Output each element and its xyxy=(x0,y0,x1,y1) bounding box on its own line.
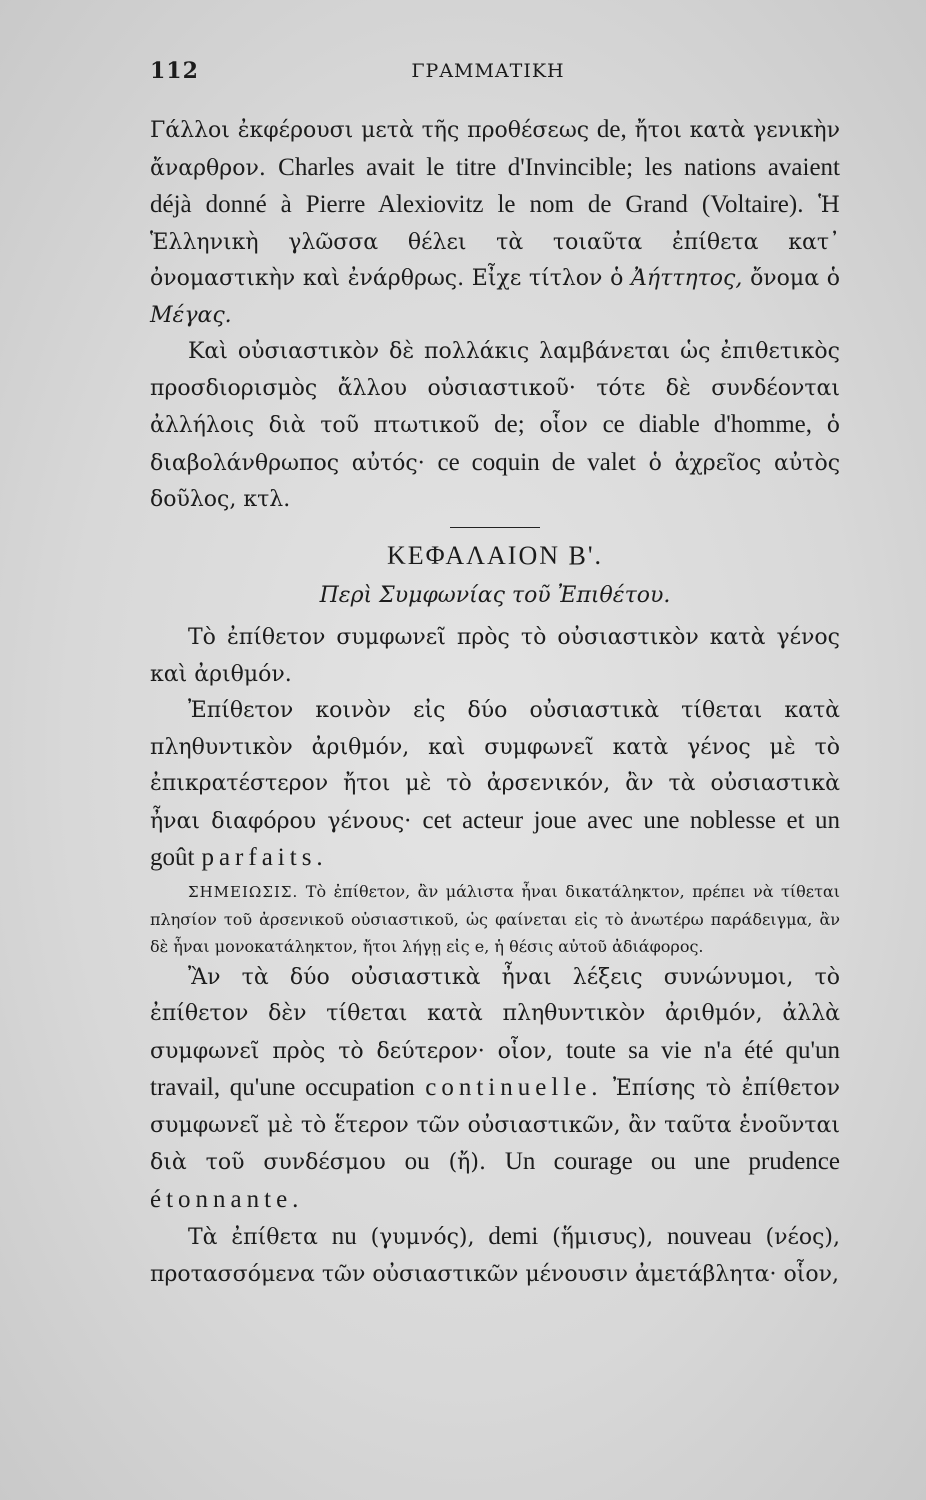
text-run: (νέος), xyxy=(765,1225,840,1250)
french-word: nu xyxy=(331,1223,357,1250)
text-run: (γυμνός), xyxy=(370,1225,475,1250)
text-run: Ἂν τὰ δύο οὐσιαστικὰ ἦναι λέξεις συνώνυμοι, τὸ ἐπίθετον δὲν τίθεται κατὰ πληθυντικὸν ἀριθμόν, ἀλλὰ συμφωνεῖ πρὸς τὸ δεύτερον· οἷον, xyxy=(150,964,840,1064)
text-run: προτασσόμενα τῶν οὐσιαστικῶν μένουσιν ἀμετάβλητα· οἷον, xyxy=(150,1261,839,1287)
page-number: 112 xyxy=(150,58,199,84)
chapter-subtitle: Περὶ Συμφωνίας τοῦ Ἐπιθέτου. xyxy=(319,582,671,608)
french-example: ce diable d'homme, xyxy=(602,411,813,438)
text-run: ἤτοι κατὰ γενικὴν ἄναρθρον. xyxy=(150,118,840,181)
running-header xyxy=(150,58,826,88)
paragraph-common-adjective xyxy=(150,693,840,878)
paragraph-synonyms xyxy=(150,960,840,1220)
text-run: Ἡ Ἑλληνικὴ γλῶσσα θέλει τὰ τοιαῦτα ἐπίθετα κατ᾽ ὀνομαστικὴν καὶ ἐνάρθρως. Εἶχε τίτλον ὁ xyxy=(150,193,840,291)
page-body xyxy=(150,112,840,1293)
paragraph-continuation xyxy=(150,112,840,334)
spaced-word: étonnante. xyxy=(150,1185,304,1213)
french-example: Charles avait le titre d'Invincible; les nations avaient déjà donné à Pierre Alexiovitz le nom de Grand (Voltaire). xyxy=(150,153,840,218)
french-example: cet acteur joue avec une noblesse et un goût xyxy=(150,806,841,871)
text-run: (ἥμισυς), xyxy=(552,1225,654,1250)
paragraph-substantive xyxy=(150,334,840,519)
text-run: οἷον xyxy=(539,413,588,438)
french-example: Un courage ou une prudence xyxy=(504,1148,840,1175)
italic-term: Ἀήττητος, xyxy=(631,266,743,291)
paragraph-invariable xyxy=(150,1219,840,1293)
french-example: ce coquin de valet xyxy=(437,448,636,476)
text-run: Τὰ ἐπίθετα xyxy=(188,1225,318,1250)
text-run: e, xyxy=(474,936,490,956)
spaced-word: continuelle. xyxy=(425,1074,603,1101)
french-word: de; xyxy=(494,411,525,438)
section-divider xyxy=(450,527,540,528)
running-title: ΓΡΑΜΜΑΤΙΚΗ xyxy=(411,60,565,82)
text-run: (ἤ). xyxy=(448,1150,486,1175)
french-word: demi xyxy=(488,1223,539,1250)
italic-term: Μέγας. xyxy=(150,302,232,328)
text-run: ἡ θέσις αὐτοῦ ἀδιάφορος. xyxy=(494,936,704,956)
text-run: Τὸ ἐπίθετον, ἂν μάλιστα ἦναι δικατάληκτον, πρέπει νὰ τίθεται πλησίον τοῦ ἀρσενικοῦ οὐσιαστικοῦ, ὡς φαίνεται εἰς τὸ ἀνωτέρω παράδειγμα, ἂν δὲ ἦναι μονοκατάληκτον, ἤτοι λήγῃ εἰς xyxy=(150,881,841,956)
note-paragraph xyxy=(150,878,840,960)
french-word: ou xyxy=(404,1148,430,1175)
text-run: ὁ ἀχρεῖος αὐτὸς δοῦλος, κτλ. xyxy=(150,450,841,512)
text-run: ὄνομα ὁ xyxy=(750,266,841,291)
text-run: Ἐπίσης τὸ ἐπίθετον συμφωνεῖ μὲ τὸ ἕτερον τῶν οὐσιαστικῶν, ἂν ταῦτα ἑνοῦνται διὰ τοῦ συνδέσμου xyxy=(150,1076,841,1175)
spaced-word: parfaits. xyxy=(201,844,328,871)
text-run: Γάλλοι ἐκφέρουσι μετὰ τῆς προθέσεως xyxy=(150,118,590,143)
french-word: nouveau xyxy=(666,1223,752,1250)
note-label: ΣΗΜΕΙΩΣΙΣ. xyxy=(188,882,299,901)
french-example: toute sa vie n'a été qu'un travail, qu'une occupation xyxy=(150,1036,840,1101)
chapter-title: ΚΕΦΑΛΑΙΟΝ Β'. xyxy=(386,540,604,570)
text-run: ὁ διαβολάνθρωπος αὐτός· xyxy=(150,413,840,476)
french-word: de, xyxy=(596,116,627,143)
text-run: Ἐπίθετον κοινὸν εἰς δύο οὐσιαστικὰ τίθεται κατὰ πληθυντικὸν ἀριθμόν, καὶ συμφωνεῖ κατὰ γένος μὲ τὸ ἐπικρατέστερον ἤτοι μὲ τὸ ἀρσενικόν, ἂν τὰ οὐσιαστικὰ ἦναι διαφόρου γένους· xyxy=(150,698,840,834)
text-run: Καὶ οὐσιαστικὸν δὲ πολλάκις λαμβάνεται ὡς ἐπιθετικὸς προσδιορισμὸς ἄλλου οὐσιαστικοῦ· τότε δὲ συνδέονται ἀλλήλοις διὰ τοῦ πτωτικοῦ xyxy=(150,339,840,438)
paragraph-rule: Τὸ ἐπίθετον συμφωνεῖ πρὸς τὸ οὐσιαστικὸν κατὰ γένος καὶ ἀριθμόν. xyxy=(150,625,840,687)
